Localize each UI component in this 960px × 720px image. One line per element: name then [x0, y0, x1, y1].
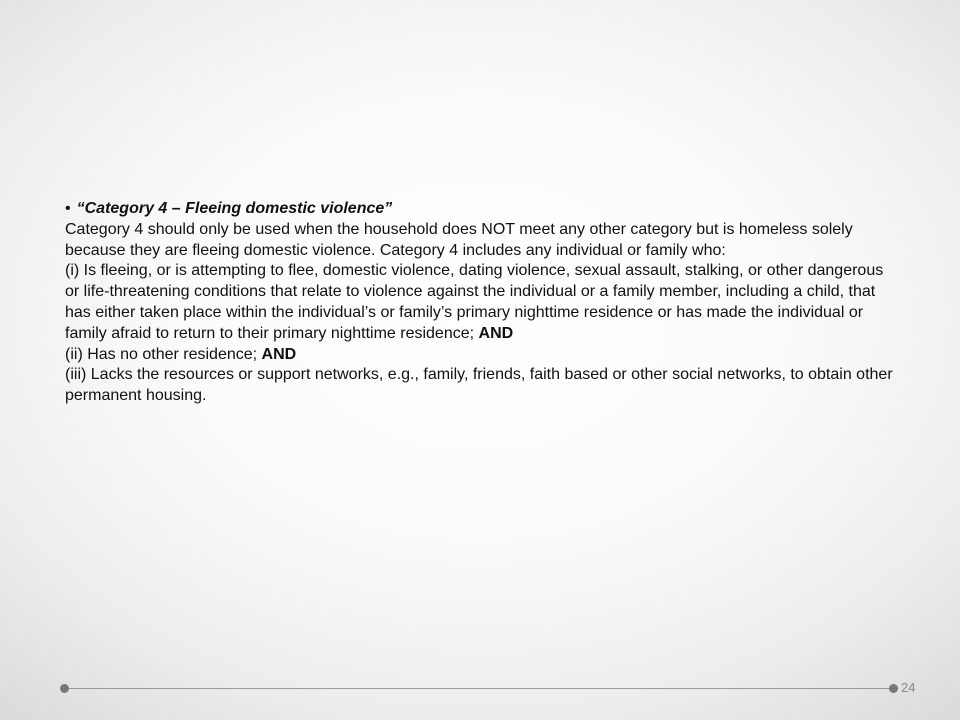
criterion-i-text: (i) Is fleeing, or is attempting to flee, domestic violence, dating violence, sexual assault, stalking, or other dangerous or life-threatening conditions that relate to violence against the individual or a family member, including a child, that has either taken place within the individual’s or family’s primary nighttime residence or has made the individual or family afraid to return to their primary nighttime residence; [65, 262, 884, 342]
criterion-ii [65, 345, 895, 366]
footer-divider [64, 688, 894, 689]
footer-dot-right-icon [889, 684, 898, 693]
bullet-icon: • [65, 200, 71, 217]
criterion-iii: (iii) Lacks the resources or support networks, e.g., family, friends, faith based or other social networks, to obtain other permanent housing. [65, 366, 893, 405]
page-number: 24 [901, 680, 916, 695]
criterion-i [65, 261, 895, 344]
criterion-ii-text: (ii) Has no other residence; [65, 345, 258, 363]
heading-text: “Category 4 – Fleeing domestic violence” [76, 200, 393, 217]
category-heading [65, 199, 895, 220]
and-keyword: AND [261, 345, 297, 363]
footer-dot-left-icon [60, 684, 69, 693]
intro-paragraph: Category 4 should only be used when the household does NOT meet any other category but is homeless solely because they are fleeing domestic violence. Category 4 includes any individual or family who: [65, 220, 853, 259]
slide-body [65, 199, 895, 407]
and-keyword: AND [478, 324, 514, 342]
